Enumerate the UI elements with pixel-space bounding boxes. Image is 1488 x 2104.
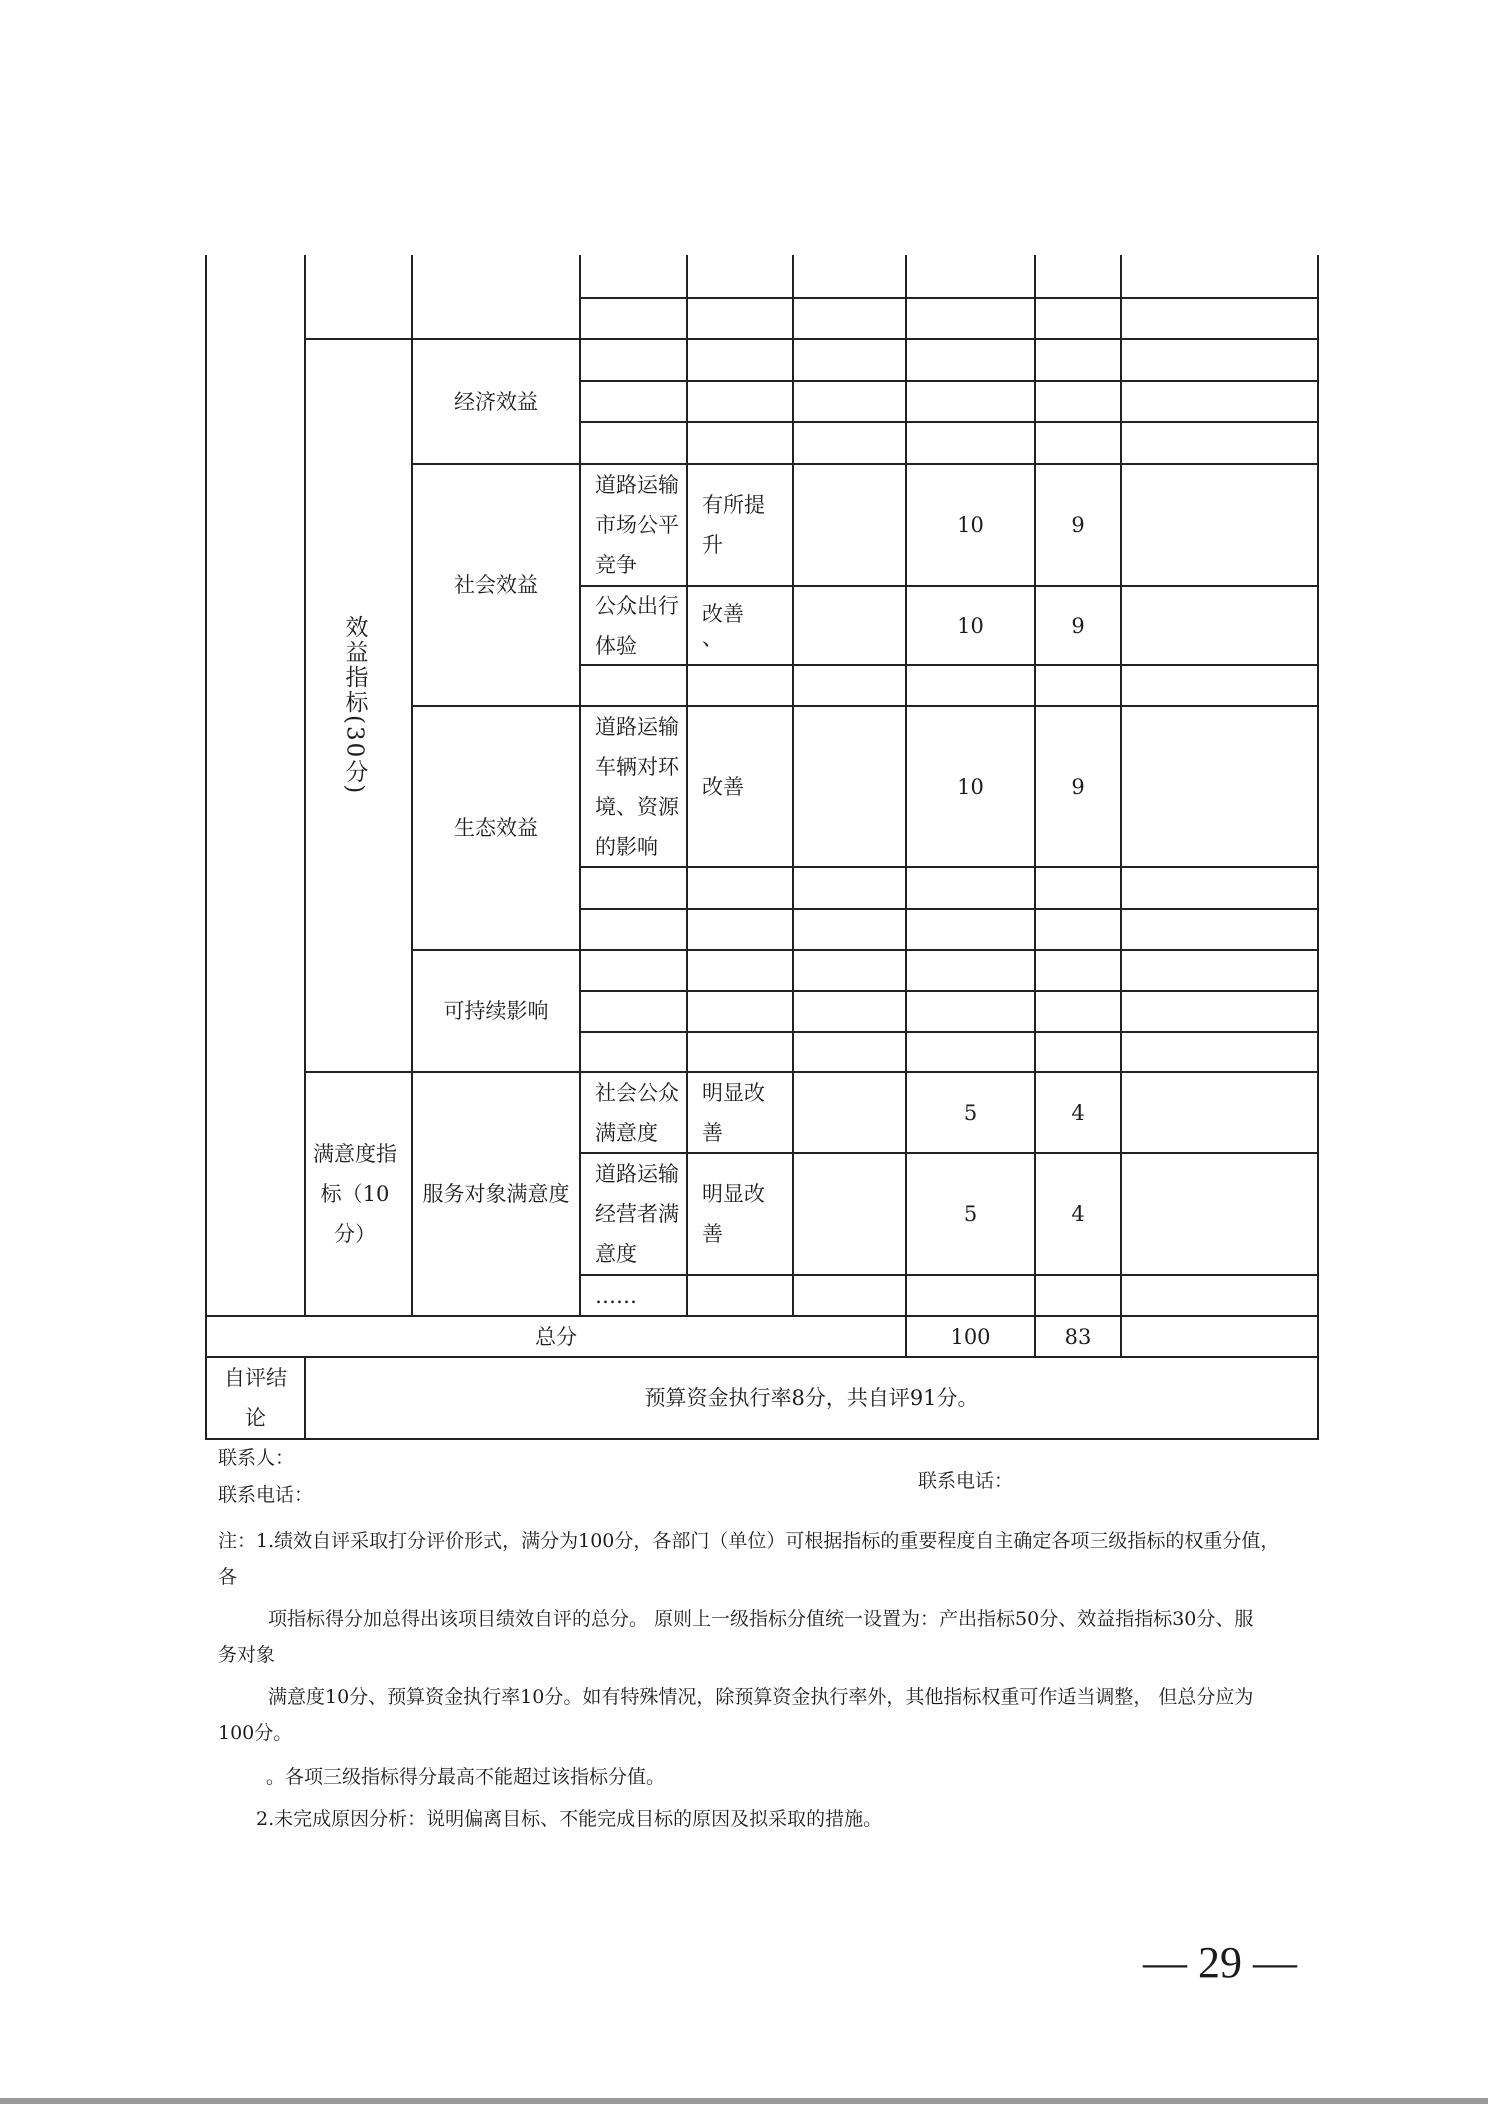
sustainability-label: 可持续影响 bbox=[443, 999, 549, 1023]
weight-cell: 5 bbox=[963, 1100, 978, 1125]
note-line: 满意度10分、预算资金执行率10分。如有特殊情况，除预算资金执行率外，其他指标权重可作适当调整， 但总分应为 bbox=[268, 1686, 1254, 1708]
indicator-cell: …… bbox=[595, 1283, 637, 1308]
weight-cell: 10 bbox=[957, 513, 984, 537]
score-cell: 4 bbox=[1071, 1100, 1085, 1125]
weight-cell: 10 bbox=[957, 774, 984, 799]
indicator-cell: 公众出行 体验 bbox=[595, 593, 679, 658]
contact-phone-right: 联系电话： bbox=[918, 1470, 1014, 1492]
note-line: 项指标得分加总得出该项目绩效自评的总分。 原则上一级指标分值统一设置为：产出指标50分、效益指指标30分、服 bbox=[268, 1608, 1254, 1630]
economic-benefit-label: 经济效益 bbox=[454, 389, 538, 414]
total-score: 83 bbox=[1064, 1324, 1092, 1349]
note-line: 100分。 bbox=[218, 1722, 293, 1744]
conclusion-text: 预算资金执行率8分，共自评91分。 bbox=[644, 1386, 979, 1410]
scan-edge bbox=[0, 2098, 1488, 2104]
total-weight: 100 bbox=[950, 1324, 991, 1349]
note-line: 各 bbox=[218, 1566, 238, 1588]
target-cell: 明显改 善 bbox=[702, 1182, 765, 1246]
indicator-cell: 道路运输 经营者满 意度 bbox=[595, 1162, 679, 1266]
target-cell: 明显改 善 bbox=[702, 1080, 765, 1145]
ecological-benefit-label: 生态效益 bbox=[454, 816, 538, 840]
score-cell: 4 bbox=[1071, 1202, 1085, 1226]
target-cell: 改善 、 bbox=[702, 601, 744, 650]
weight-cell: 5 bbox=[963, 1202, 978, 1226]
indicator-cell: 道路运输 市场公平 竞争 bbox=[595, 473, 679, 577]
weight-cell: 10 bbox=[957, 613, 984, 638]
contact-phone-left: 联系电话： bbox=[218, 1484, 314, 1506]
note-line: 务对象 bbox=[218, 1644, 276, 1666]
satisfaction-indicator-label: 满意度指 标（10 分） bbox=[313, 1142, 397, 1246]
target-cell: 有所提 升 bbox=[702, 493, 765, 557]
target-cell: 改善 bbox=[702, 774, 744, 799]
score-cell: 9 bbox=[1071, 513, 1085, 537]
note-line: 。各项三级指标得分最高不能超过该指标分值。 bbox=[266, 1766, 666, 1788]
benefit-indicator-label: 效益指标(30分) bbox=[341, 614, 368, 796]
note-line: 注：1.绩效自评采取打分评价形式，满分为100分，各部门（单位）可根据指标的重要程度自主确定各项三级指标的权重分值， bbox=[218, 1530, 1280, 1552]
total-label: 总分 bbox=[535, 1324, 577, 1349]
score-cell: 9 bbox=[1071, 774, 1085, 799]
service-satisfaction-label: 服务对象满意度 bbox=[422, 1182, 570, 1206]
indicator-cell: 社会公众 满意度 bbox=[595, 1080, 679, 1145]
page-number: — 29 — bbox=[1143, 1938, 1297, 1987]
social-benefit-label: 社会效益 bbox=[454, 573, 538, 597]
note-line: 2.未完成原因分析：说明偏离目标、不能完成目标的原因及拟采取的措施。 bbox=[256, 1808, 883, 1830]
conclusion-label: 自评结 论 bbox=[224, 1366, 287, 1430]
indicator-cell: 道路运输 车辆对环 境、资源 的影响 bbox=[595, 714, 679, 859]
score-cell: 9 bbox=[1071, 613, 1085, 638]
contact-person: 联系人： bbox=[218, 1447, 295, 1469]
